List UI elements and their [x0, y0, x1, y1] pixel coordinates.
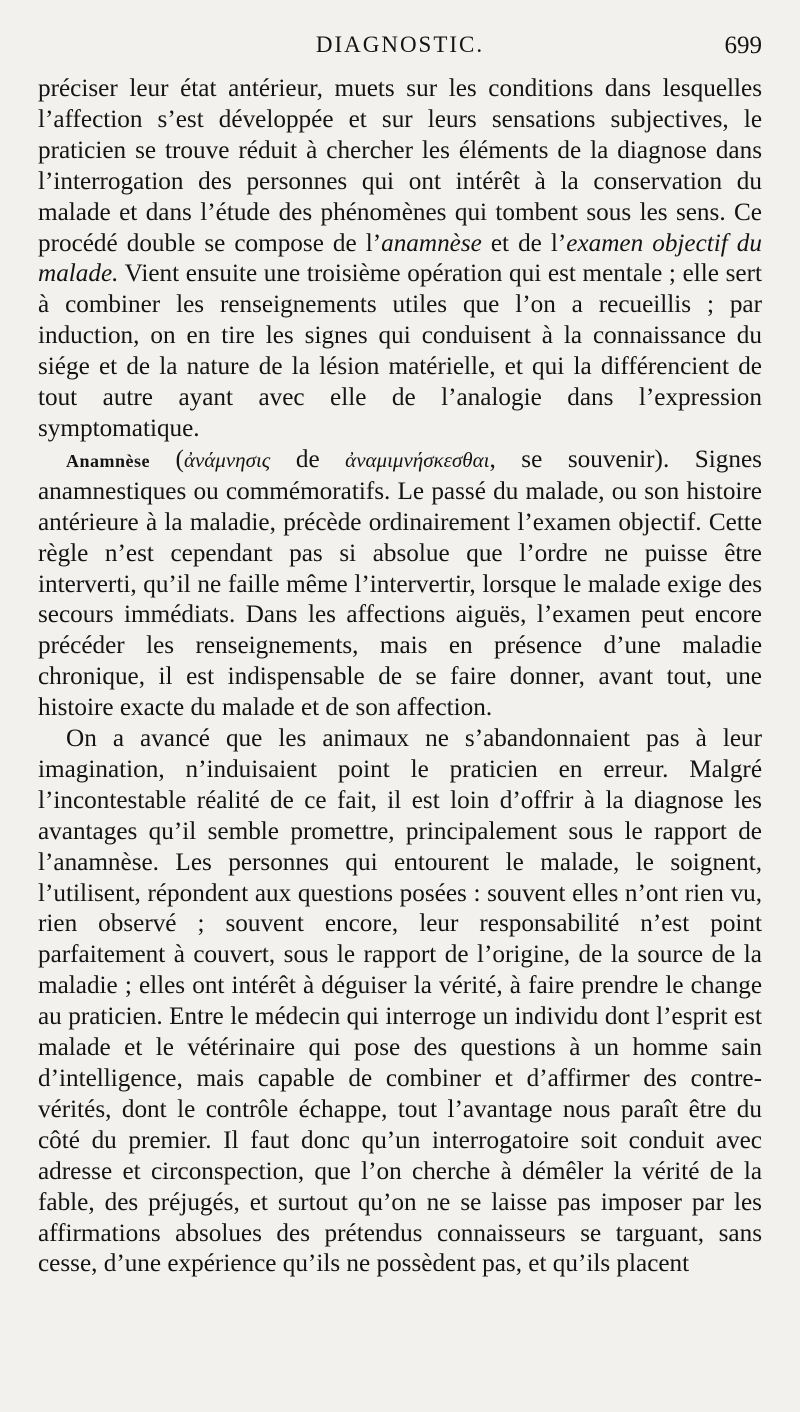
paragraph-3	[38, 724, 762, 1280]
paragraph-1-tail: Vient ensuite une troisième opération qui est mentale ; elle sert à combiner les renseignements utiles que l’on a recueillis ; par induction, on en tire les signes qui conduisent à la connaissance du siége et de la nature de la lésion matérielle, et qui la différencient de tout autre ayant avec elle de l’analogie dans l’expression symptomatique.	[38, 260, 762, 442]
paragraph-1	[38, 74, 762, 445]
etymology-close: , se souvenir).	[489, 445, 670, 473]
greek-word-2: ἀναμιμνήσκεσθαι	[345, 447, 490, 472]
paragraph-1-mid: et de l’	[481, 229, 567, 257]
etymology-de: de	[270, 445, 346, 473]
running-head: DIAGNOSTIC.	[315, 32, 485, 57]
term-examen-objectif-italic: examen objectif du malade.	[38, 229, 762, 288]
paragraph-2-text: Signes anamnestiques ou commémoratifs. Le passé du malade, ou son histoire antérieure à la maladie, précède ordinairement l’examen objectif. Cette règle n’est cependant pas si absolue que l’ordre ne puisse être interverti, qu’il ne faille même l’intervertir, lorsque le malade exige des secours immédiats. Dans les affections aiguës, l’examen peut encore précéder les renseignements, mais en présence d’une maladie chronique, il est indispensable de se faire donner, avant tout, une histoire exacte du malade et de son affection.	[38, 445, 762, 722]
etymology-open: (	[150, 445, 184, 473]
body-text	[38, 74, 762, 1280]
paragraph-2	[38, 445, 762, 724]
page-number: 699	[724, 32, 762, 59]
paragraph-3-text: On a avancé que les animaux ne s’abandonnaient pas à leur imagination, n’induisaient point le praticien en erreur. Malgré l’incontestable réalité de ce fait, il est loin d’offrir à la diagnose les avantages qu’il semble promettre, principalement sous le rapport de l’anamnèse. Les personnes qui entourent le malade, le soignent, l’utilisent, répondent aux questions posées : souvent elles n’ont rien vu, rien observé ; souvent encore, leur responsabilité n’est point parfaitement à couvert, sous le rapport de l’origine, de la source de la maladie ; elles ont intérêt à déguiser la vérité, à faire prendre le change au praticien. Entre le médecin qui interroge un individu dont l’esprit est malade et le vétérinaire qui pose des questions à un homme sain d’intelligence, mais capable de combiner et d’affirmer des contre-vérités, dont le contrôle échappe, tout l’avantage nous paraît être du côté du premier. Il faut donc qu’un interrogatoire soit conduit avec adresse et circonspection, que l’on cherche à démêler la vérité de la fable, des préjugés, et surtout qu’on ne se laisse pas imposer par les affirmations absolues des prétendus connaisseurs se targuant, sans cesse, d’une expérience qu’ils ne possèdent pas, et qu’ils placent	[38, 725, 762, 1278]
term-anamnese-italic: anamnèse	[381, 229, 482, 257]
entry-term: Anamnèse	[66, 450, 150, 471]
greek-word-1: ἀνάμνησις	[183, 447, 271, 472]
paragraph-1-text: préciser leur état antérieur, muets sur les conditions dans lesquelles l’affection s’est développée et sur leurs sensations subjectives, le praticien se trouve réduit à chercher les éléments de la diagnose dans l’interrogation des personnes qui ont intérêt à la conservation du malade et dans l’étude des phénomènes qui tombent sous les sens. Ce procédé double se compose de l’	[38, 75, 762, 257]
page-header	[38, 26, 762, 66]
